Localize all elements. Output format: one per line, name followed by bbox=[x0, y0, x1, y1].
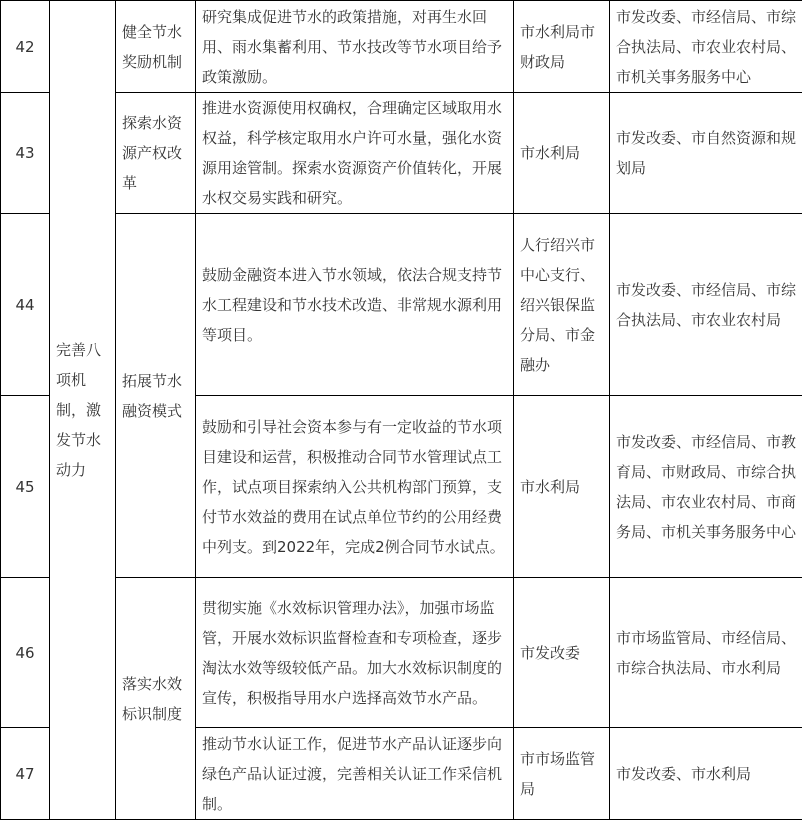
row-number: 46 bbox=[1, 578, 50, 728]
table-row bbox=[1, 214, 802, 396]
row-number: 42 bbox=[1, 1, 50, 93]
category-cell: 完善八项机制，激发节水动力 bbox=[50, 1, 116, 820]
lead-department-cell: 市发改委 bbox=[514, 578, 610, 728]
table-row bbox=[1, 1, 802, 93]
subcategory-cell: 探索水资源产权改革 bbox=[116, 93, 196, 214]
row-number: 44 bbox=[1, 214, 50, 396]
cooperating-departments-cell: 市发改委、市经信局、市综合执法局、市农业农村局、市机关事务服务中心 bbox=[610, 1, 802, 93]
table-row bbox=[1, 578, 802, 728]
row-number: 45 bbox=[1, 396, 50, 578]
task-content-cell: 研究集成促进节水的政策措施，对再生水回用、雨水集蓄利用、节水技改等节水项目给予政策激励。 bbox=[196, 1, 514, 93]
row-number: 47 bbox=[1, 728, 50, 820]
lead-department-cell: 市水利局 bbox=[514, 93, 610, 214]
cooperating-departments-cell: 市市场监管局、市经信局、市综合执法局、市水利局 bbox=[610, 578, 802, 728]
task-content-cell: 贯彻实施《水效标识管理办法》，加强市场监管，开展水效标识监督检查和专项检查，逐步淘汰水效等级较低产品。加大水效标识制度的宣传，积极指导用水户选择高效节水产品。 bbox=[196, 578, 514, 728]
lead-department-cell: 市水利局市财政局 bbox=[514, 1, 610, 93]
task-content-cell: 推动节水认证工作，促进节水产品认证逐步向绿色产品认证过渡，完善相关认证工作采信机制。 bbox=[196, 728, 514, 820]
lead-department-cell: 人行绍兴市中心支行、绍兴银保监分局、市金融办 bbox=[514, 214, 610, 396]
table-row bbox=[1, 93, 802, 214]
task-content-cell: 鼓励金融资本进入节水领域，依法合规支持节水工程建设和节水技术改造、非常规水源利用等项目。 bbox=[196, 214, 514, 396]
task-content-cell: 鼓励和引导社会资本参与有一定收益的节水项目建设和运营，积极推动合同节水管理试点工作，试点项目探索纳入公共机构部门预算，支付节水效益的费用在试点单位节约的公用经费中列支。到2022年，完成2例合同节水试点。 bbox=[196, 396, 514, 578]
lead-department-cell: 市市场监管局 bbox=[514, 728, 610, 820]
lead-department-cell: 市水利局 bbox=[514, 396, 610, 578]
row-number: 43 bbox=[1, 93, 50, 214]
subcategory-cell: 落实水效标识制度 bbox=[116, 578, 196, 820]
task-content-cell: 推进水资源使用权确权，合理确定区域取用水权益，科学核定取用水户许可水量，强化水资源用途管制。探索水资源资产价值转化，开展水权交易实践和研究。 bbox=[196, 93, 514, 214]
cooperating-departments-cell: 市发改委、市水利局 bbox=[610, 728, 802, 820]
cooperating-departments-cell: 市发改委、市经信局、市综合执法局、市农业农村局 bbox=[610, 214, 802, 396]
subcategory-cell: 健全节水奖励机制 bbox=[116, 1, 196, 93]
cooperating-departments-cell: 市发改委、市自然资源和规划局 bbox=[610, 93, 802, 214]
cooperating-departments-cell: 市发改委、市经信局、市教育局、市财政局、市综合执法局、市农业农村局、市商务局、市机关事务服务中心 bbox=[610, 396, 802, 578]
subcategory-cell: 拓展节水融资模式 bbox=[116, 214, 196, 578]
